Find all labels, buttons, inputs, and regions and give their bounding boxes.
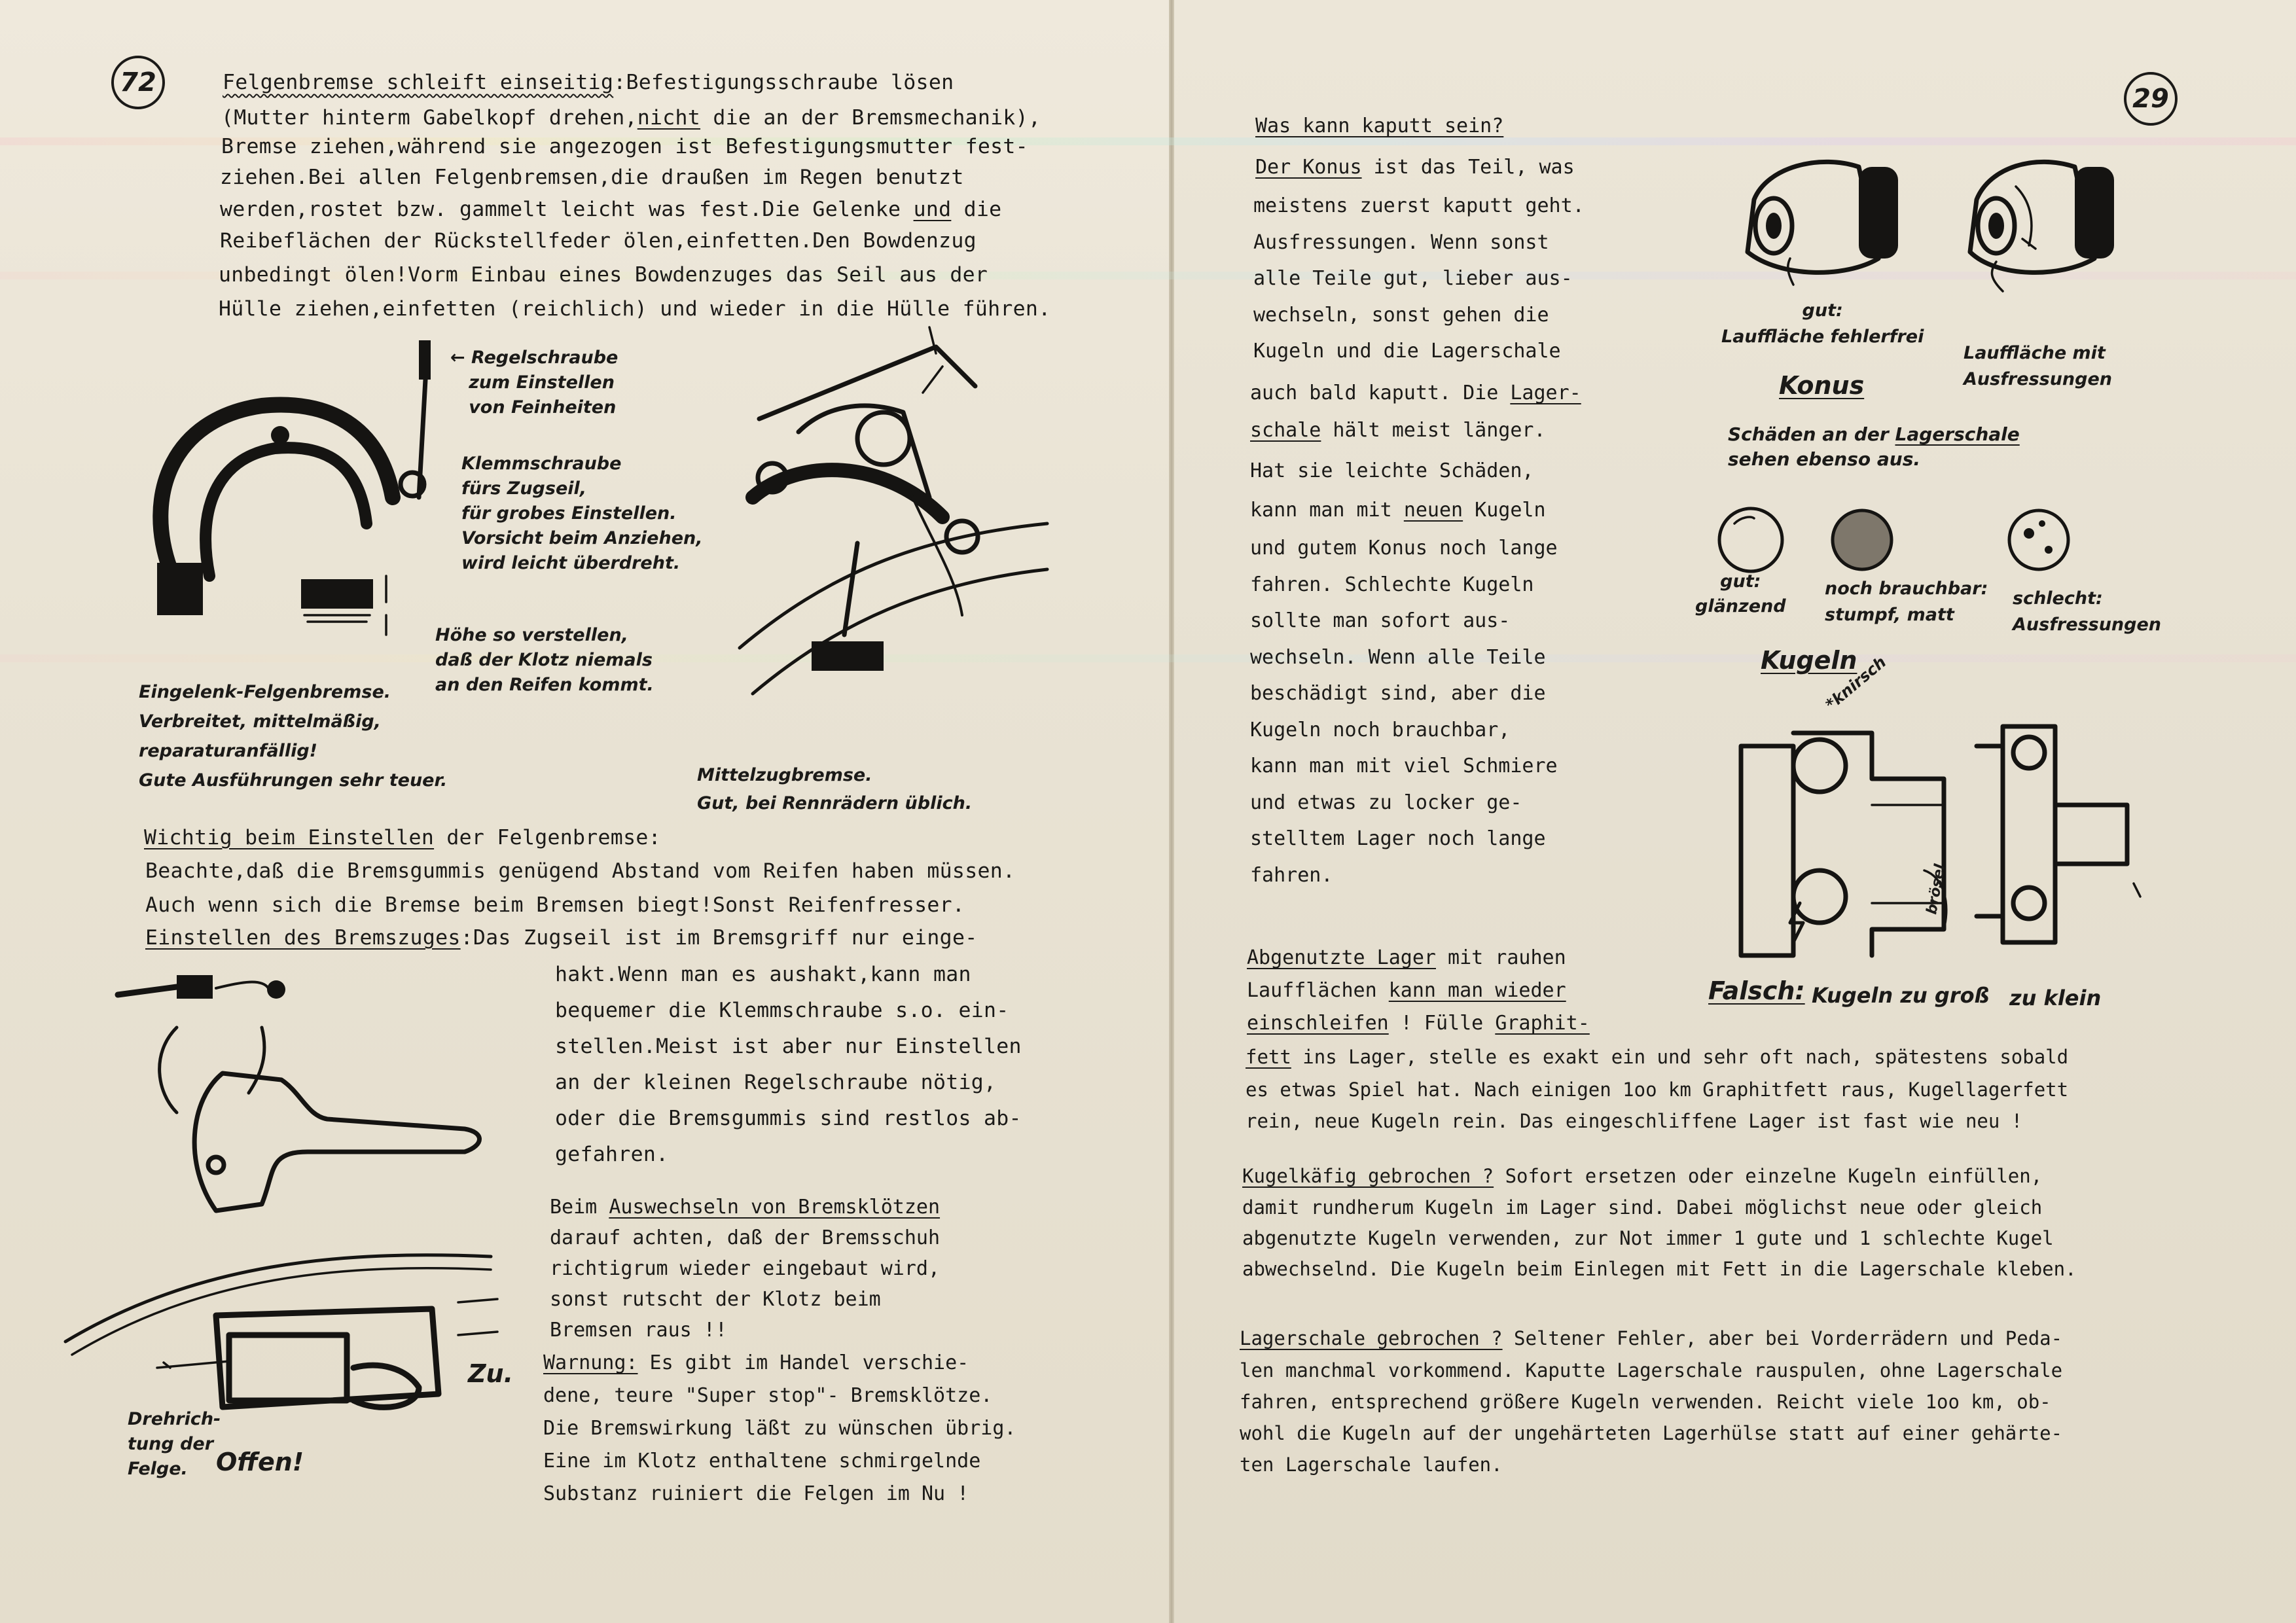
cone-drawing bbox=[1728, 141, 2160, 311]
center-pull-brake-drawing bbox=[694, 327, 1060, 785]
bremszug-heading: Einstellen des Bremszuges bbox=[145, 926, 461, 950]
label-kugel-schlecht: schlecht: Ausfressungen bbox=[2013, 588, 2162, 635]
label-zu-klein: zu klein bbox=[2009, 986, 2102, 1010]
kaefig-heading: Kugelkäfig gebrochen ? bbox=[1242, 1165, 1494, 1187]
auswechseln-heading: Auswechseln von Bremsklötzen bbox=[609, 1196, 941, 1219]
page-number-right: 29 bbox=[2124, 72, 2178, 126]
warnung-heading: Warnung: bbox=[543, 1351, 638, 1374]
label-offen: Offen! bbox=[216, 1448, 304, 1476]
page-number-left: 72 bbox=[111, 56, 165, 109]
label-klemmschraube: Klemmschraube fürs Zugseil, für grobes Einstellen. Vorsicht beim Anziehen, wird leicht überdreht. bbox=[461, 454, 703, 573]
wichtig-heading: Wichtig beim Einstellen bbox=[144, 826, 435, 849]
label-regelschraube: ← Regelschraube zum Einstellen von Feinheiten bbox=[450, 348, 619, 418]
label-drehrichtung: Drehrich- tung der Felge. bbox=[128, 1409, 221, 1479]
label-broesel: brösel bbox=[1924, 863, 1949, 916]
label-zu: Zu. bbox=[468, 1359, 514, 1388]
label-hoehe: Höhe so verstellen, daß der Klotz niemals an den Reifen kommt. bbox=[435, 625, 654, 695]
bearing-section-drawing bbox=[1728, 707, 2134, 955]
label-mittelzug: Mittelzugbremse. Gut, bei Rennrädern üblich. bbox=[697, 765, 973, 813]
label-kugel-noch: noch brauchbar: stumpf, matt bbox=[1825, 579, 1988, 625]
label-knirsch: *knirsch bbox=[1822, 652, 1890, 714]
label-eingelenk: Eingelenk-Felgenbremse. Verbreitet, mittelmäßig, reparaturanfällig! Gute Ausführungen sehr teuer. bbox=[139, 682, 448, 791]
label-kugeln: Kugeln bbox=[1761, 646, 1857, 675]
label-konus: Konus bbox=[1779, 371, 1865, 400]
brake-lever-drawing bbox=[111, 955, 504, 1243]
page-fold bbox=[1169, 0, 1174, 1623]
label-schaeden: Schäden an der Lagerschale sehen ebenso aus. bbox=[1728, 423, 2020, 470]
label-zu-gross: Kugeln zu groß bbox=[1812, 983, 1990, 1008]
label-falsch: Falsch: bbox=[1708, 976, 1805, 1005]
intro-heading: Felgenbremse schleift einseitig bbox=[223, 71, 614, 94]
lagerschale-heading: Lagerschale gebrochen ? bbox=[1240, 1327, 1503, 1349]
konus-heading: Der Konus bbox=[1255, 156, 1362, 179]
label-kugel-gut: gut: glänzend bbox=[1695, 571, 1786, 616]
kaputt-heading: Was kann kaputt sein? bbox=[1255, 115, 1504, 137]
label-konus-aus: Lauffläche mit Ausfressungen bbox=[1964, 343, 2113, 389]
single-pivot-brake-drawing bbox=[131, 327, 471, 674]
label-konus-gut: gut: Lauffläche fehlerfrei bbox=[1721, 300, 1924, 347]
